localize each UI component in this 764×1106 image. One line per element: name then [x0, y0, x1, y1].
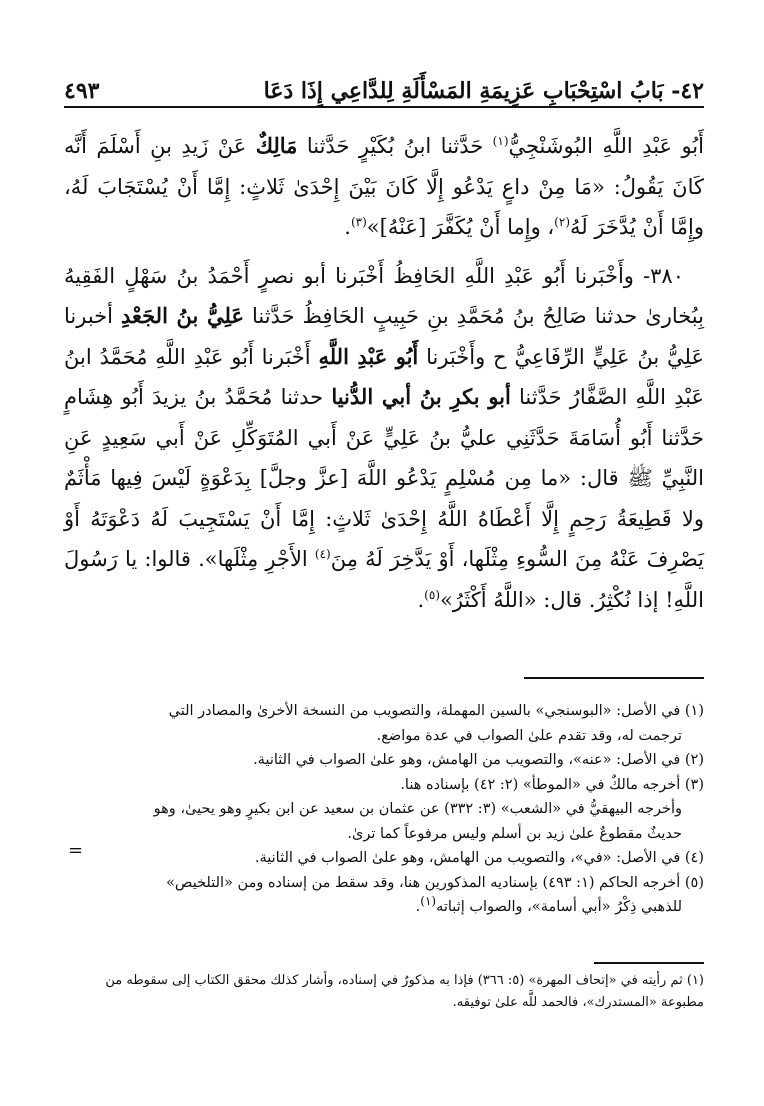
footnote-ref-3[interactable]: (٣): [350, 215, 367, 229]
footnote-ref-2[interactable]: (٢): [554, 215, 570, 229]
footnote-1-continued: ترجمت له، وقد تقدم علىٰ الصواب في عدة مواضع.: [376, 727, 682, 744]
narrator-name: عَلِيُّ بنُ الجَعْدِ: [120, 303, 244, 328]
paragraph-continuation: [64, 126, 704, 248]
hadith-entry-380: [64, 256, 704, 621]
subnote-ref-1[interactable]: (١): [420, 894, 437, 909]
text-run: عَنْ زَيدِ بنِ أَسْلَمَ أَنَّه كَانَ يَقُولُ: «مَا مِنْ داعٍ يَدْعُو إِلَّا كَانَ بَيْنَ إِحْدَىٰ ثَلاثٍ: إِمَّا أَنْ يُسْتَجَابَ لَهُ، وإِمَّا أَنْ يُدَّخَرَ لَهُ: [64, 134, 704, 239]
text-run: للذهبي ذِكْرُ «أبي أسامة»، والصواب إثباته: [436, 899, 682, 915]
chapter-title: ٤٢- بَابُ اسْتِحْبَابِ عَزِيمَةِ المَسْأَلَةِ لِلدَّاعِي إِذَا دَعَا: [263, 78, 704, 104]
text-run: أَخْبَرنا أَبُو عَبْدِ اللَّهِ مُحَمَّدُ ابنُ عَبْدِ اللَّهِ الصَّفَّارُ حَدَّثنا: [64, 344, 704, 409]
text-run: حدثنا مُحَمَّدُ بنُ يزيدَ أَبُو هِشَامٍ حَدَّثنا أَبُو أُسَامَةَ حَدَّثَنِي عليُّ بنُ عَلِيٍّ عَنْ أَبي المُتَوَكِّلِ عَنْ أَبي سَعِيدٍ عَنِ النَّبِيِّ ﷺ قال: «ما مِن مُسْلِمٍ يَدْعُو اللَّهَ [عزَّ وجلَّ] بِدَعْوَةٍ لَيْسَ فِيها مَأْثَمٌ ولا قَطِيعَةُ رَحِمٍ إِلَّا أَعْطَاهُ اللَّهُ إِحْدَىٰ ثَلاثٍ: إِمَّا أَنْ يَسْتَجِيبَ لَهُ دَعْوَتَهُ أَوْ يَصْرِفَ عَنْهُ مِنَ السُّوءِ مِثْلَها، أَوْ يَدَّخِرَ لَهُ مِنَ: [64, 385, 705, 571]
main-text: [64, 126, 704, 620]
subnote-1: (١) ثم رأيته في «إتحاف المهرة» (٥: ٣٦٦) فإذا به مذكورٌ في إسناده، وأشار كذلك محقق الكتاب إلى سقوطه من: [105, 973, 704, 988]
footnote-3-extra: وأخرجه البيهقيُّ في «الشعب» (٣: ٣٣٢) عن عثمان بن سعيد عن ابن بكيرٍ وهو يحيىٰ، وهو: [153, 801, 682, 817]
footnote-1: (١) في الأصل: «البوسنجي» بالسين المهملة، والتصويب من النسخة الأخرىٰ والمصادر التي: [168, 703, 704, 719]
footnote-ref-5[interactable]: (٥): [424, 587, 440, 602]
footnote-2: (٢) في الأصل: «عنه»، والتصويب من الهامش، وهو علىٰ الصواب في الثانية.: [253, 752, 704, 768]
page-number: ٤٩٣: [64, 78, 100, 104]
footnote-ref-4[interactable]: (٤): [314, 547, 331, 561]
footnote-3: (٣) أخرجه مالكٌ في «الموطأ» (٢: ٤٢) بإسناده هنا.: [400, 776, 704, 793]
text-run: .: [344, 215, 351, 239]
text-run: .: [415, 899, 421, 915]
text-run: حَدَّثنا ابنُ بُكَيْرٍ حَدَّثنا: [297, 134, 493, 158]
continued-mark: =: [68, 840, 84, 861]
text-run: ٣٨٠- وأَخْبَرنا أَبُو عَبْدِ اللَّهِ الحَافِظُ أَخْبَرنا أبو نصرٍ أَحْمَدُ بنُ سَهْلٍ الفَقِيهُ بِبُخارىٰ حدثنا صَالِحُ بنُ مُحَمَّدِ بنِ حَبِيبٍ الحَافِظُ حَدَّثنا: [64, 263, 704, 328]
footnote-4: (٤) في الأصل: «في»، والتصويب من الهامش، وهو علىٰ الصواب في الثانية.: [254, 850, 704, 866]
page-header: [64, 64, 704, 104]
footnote-separator: [524, 677, 704, 679]
subnotes: [64, 970, 704, 1014]
subnote-separator: [594, 962, 704, 964]
text-run: أَبُو عَبْدِ اللَّهِ البُوشَنْجِيُّ: [508, 134, 704, 158]
text-run: الأَجْرِ مِثْلَها». قالوا: يا رَسُولَ اللَّهِ! إذا نُكْثِرُ. قال: «اللَّهُ أَكْثَرُ»: [64, 547, 704, 612]
footnotes: [64, 700, 704, 921]
narrator-name: مَالِكٌ: [255, 133, 298, 158]
footnote-5-continued: [64, 896, 704, 920]
text-run: .: [417, 587, 425, 612]
footnote-3-continued: حديثٌ مقطوعٌ علىٰ زيد بن أسلم وليس مرفوعاً كما ترىٰ.: [347, 825, 682, 842]
text-run: ، وإِما أَنْ يُكَفَّرَ [عَنْهُ]»: [366, 215, 555, 239]
footnote-5: (٥) أخرجه الحاكم (١: ٤٩٣) بإسناديه المذكورين هنا، وقد سقط من إسناده ومن «التلخيص»: [166, 874, 704, 891]
text-run: أخبرنا عَلِيُّ بنُ عَلِيٍّ الرِّفَاعِيُّ ح وأَخْبَرنا: [64, 304, 705, 369]
footnote-ref-1[interactable]: (١): [492, 134, 509, 148]
header-rule: [64, 106, 704, 108]
narrator-name: أَبُو عَبْدِ اللَّهِ: [318, 343, 419, 369]
subnote-1-continued: مطبوعة «المستدرك»، فالحمد للَّه علىٰ توفيقه.: [452, 995, 704, 1010]
narrator-name: أبو بكرِ بنُ أبي الدُّنيا: [331, 384, 511, 409]
